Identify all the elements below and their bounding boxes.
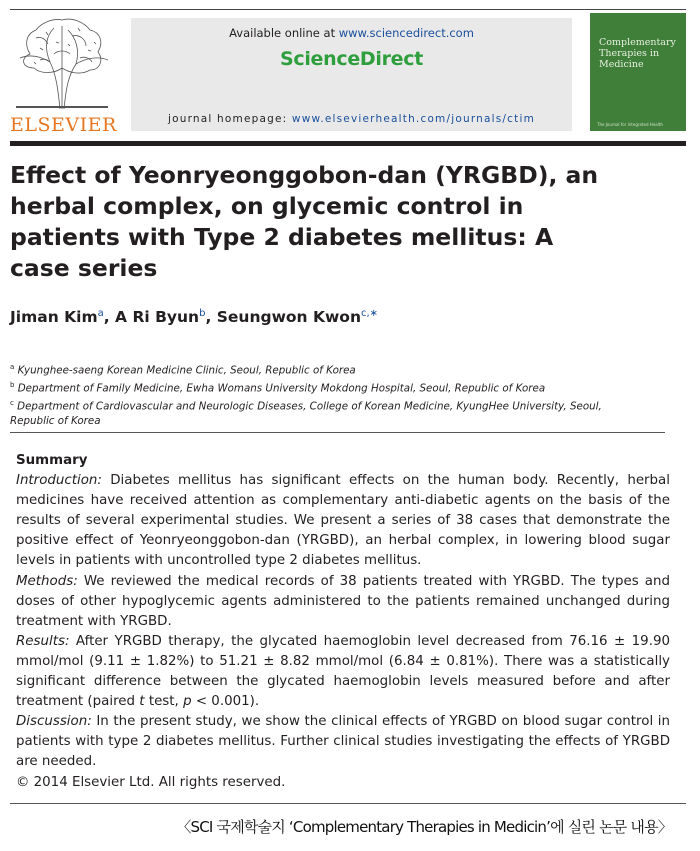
elsevier-wordmark: ELSEVIER	[10, 114, 117, 136]
summary-methods	[16, 572, 670, 632]
affiliation-item	[10, 360, 610, 378]
journal-homepage-line	[131, 113, 572, 125]
summary-results	[16, 632, 670, 712]
sciencedirect-link[interactable]: www.sciencedirect.com	[338, 26, 474, 40]
discussion-text: In the present study, we show the clinical effects of YRGBD on blood sugar control in patients with type 2 diabetes mellitus. Further clinical studies investigating the effects of YRGBD are needed.	[16, 714, 670, 770]
methods-text: We reviewed the medical records of 38 patients treated with YRGBD. The types and doses of other hypoglycemic agents administered to the patients remained unchanged during treatment with YRGBD.	[16, 573, 670, 629]
author-affiliation-mark[interactable]: c,∗	[361, 308, 379, 319]
results-text: After YRGBD therapy, the glycated haemoglobin level decreased from 76.16 ± 19.90 mmol/mol (9.11 ± 1.82%) to 51.21 ± 8.82 mmol/mol (6.84 ± 0.81%). There was a statistically significant difference between the glycated haemoglobin levels measured before and after treatment (paired	[16, 633, 670, 710]
summary-divider	[10, 432, 665, 433]
author-affiliation-mark[interactable]: a	[97, 308, 104, 319]
methods-label: Methods:	[16, 573, 78, 589]
footer-divider	[10, 803, 686, 804]
journal-homepage-link[interactable]: www.elsevierhealth.com/journals/ctim	[291, 113, 536, 125]
sciencedirect-logo[interactable]: ScienceDirect	[279, 48, 423, 70]
footer-caption: 〈SCI 국제학술지 ‘Complementary Therapies in Medicin’에 실린 논문 내용〉	[176, 818, 672, 836]
author-list: Jiman Kim$^a$, A Ri Byun$^b$, Seungwon Kwon$^{c,∗}$	[10, 308, 379, 327]
tree-icon	[10, 14, 114, 112]
available-prefix: Available online at	[229, 26, 339, 40]
affiliation-mark: c	[10, 398, 14, 407]
author-affiliation-mark[interactable]: b	[199, 308, 206, 319]
journal-header-box	[131, 18, 572, 131]
discussion-label: Discussion:	[16, 714, 92, 730]
author-name[interactable]: Jiman Kim	[10, 308, 98, 327]
homepage-prefix: journal homepage:	[167, 113, 292, 125]
affiliation-item	[10, 396, 610, 428]
affiliation-mark: a	[10, 363, 15, 371]
affiliation-text: Department of Cardiovascular and Neurologic Diseases, College of Korean Medicine, KyungHee University, Seoul, Republic of Korea	[10, 400, 602, 427]
introduction-label: Introduction:	[16, 473, 102, 489]
results-label: Results:	[16, 633, 70, 649]
top-rule	[10, 9, 686, 10]
author-name[interactable]: A Ri Byun	[115, 308, 200, 327]
summary-section	[16, 451, 670, 793]
summary-heading: Summary	[16, 453, 88, 468]
cover-footer: The Journal for Integrated Health	[597, 122, 663, 127]
introduction-text: Diabetes mellitus has significant effects on the human body. Recently, herbal medicines have received attention as complementary anti-diabetic agents on the basis of the results of several experimental studies. We present a series of 38 cases that demonstrate the positive effect of Yeonryeonggobon-dan (YRGBD), an herbal complex, in lowering blood sugar levels in patients with uncontrolled type 2 diabetes mellitus.	[16, 473, 670, 569]
summary-discussion	[16, 712, 670, 772]
affiliation-text: Department of Family Medicine, Ewha Womans University Mokdong Hospital, Seoul, Republic of Korea	[17, 382, 546, 395]
header-divider	[10, 141, 686, 146]
article-title: Effect of Yeonryeonggobon-dan (YRGBD), an herbal complex, on glycemic control in patients with Type 2 diabetes mellitus: A case series	[10, 161, 599, 282]
affiliations	[10, 360, 610, 428]
available-online-line	[131, 26, 572, 40]
affiliation-text: Kyunghee-saeng Korean Medicine Clinic, Seoul, Republic of Korea	[17, 364, 356, 377]
author-name[interactable]: Seungwon Kwon	[216, 308, 361, 327]
journal-cover-image[interactable]	[590, 13, 686, 131]
cover-title: Complementary Therapies in Medicine	[599, 37, 676, 70]
copyright-notice: © 2014 Elsevier Ltd. All rights reserved.	[16, 774, 286, 790]
affiliation-item	[10, 378, 610, 396]
summary-introduction	[16, 471, 670, 571]
results-t-symbol: t	[139, 694, 145, 710]
elsevier-logo[interactable]	[10, 14, 117, 136]
affiliation-mark: b	[10, 380, 15, 389]
results-text-3: < 0.001).	[191, 694, 260, 710]
results-p-symbol: p	[183, 694, 192, 710]
results-text-2: test,	[144, 694, 184, 710]
